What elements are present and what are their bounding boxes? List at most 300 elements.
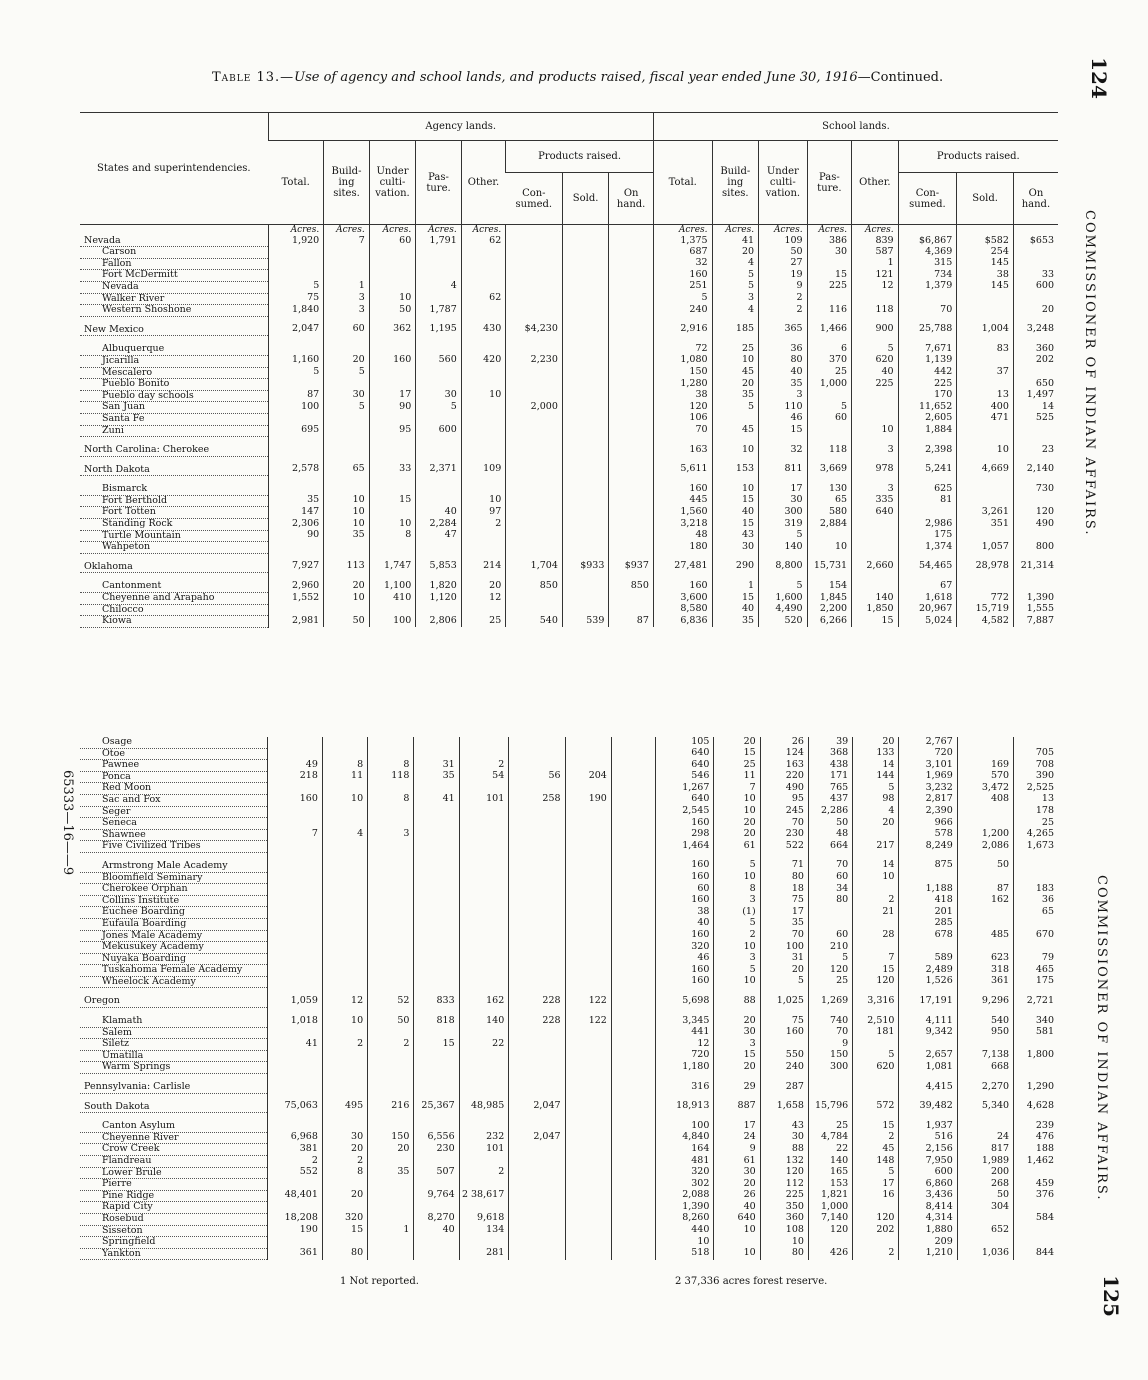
cell-value: 10 [712, 476, 759, 496]
cell-value [368, 1248, 414, 1260]
cell-value: 10 [461, 495, 506, 507]
cell-value [852, 390, 899, 402]
cell-value: 47 [416, 530, 462, 542]
cell-value: 72 [653, 336, 712, 356]
cell-value: 30 [712, 542, 759, 554]
cell-value: 150 [368, 1132, 414, 1144]
cell-value: 430 [461, 316, 506, 336]
cell-value: 18 [760, 884, 808, 896]
cell-value: 1,057 [957, 542, 1014, 554]
cell-value: 320 [656, 1167, 714, 1179]
row-label: Nevada [80, 236, 268, 247]
cell-value: 20,967 [898, 604, 957, 616]
cell-value: 49 [267, 760, 322, 772]
cell-value: 30 [714, 1167, 760, 1179]
table-row [80, 737, 1058, 748]
cell-value: 1,290 [1014, 1074, 1058, 1094]
cell-value [369, 604, 416, 616]
cell-value [268, 336, 324, 356]
cell-value [565, 852, 611, 872]
cell-value: 10 [369, 519, 416, 531]
cell-value: 15 [414, 1039, 459, 1051]
cell-value: 4,314 [899, 1213, 957, 1225]
cell-value [509, 976, 565, 988]
cell-value: 1,464 [656, 841, 714, 853]
cell-value: 298 [656, 829, 714, 841]
row-label: South Dakota [80, 1093, 267, 1113]
cell-value: 1,800 [1014, 1050, 1058, 1062]
cell-value [611, 976, 655, 988]
cell-value [611, 1156, 655, 1168]
cell-value: 900 [852, 316, 899, 336]
cell-value: 218 [267, 771, 322, 783]
cell-value [565, 748, 611, 760]
cell-value [509, 1202, 565, 1214]
cell-value [609, 593, 654, 605]
cell-value: 175 [1014, 976, 1058, 988]
cell-value: 20 [712, 379, 759, 391]
cell-value: 29 [714, 1074, 760, 1094]
cell-value [368, 1027, 414, 1039]
cell-value: 28 [853, 930, 899, 942]
cell-value [461, 367, 506, 379]
cell-value: 1,840 [268, 305, 324, 317]
cell-value: 1,100 [369, 573, 416, 593]
cell-value [509, 841, 565, 853]
table-row [80, 1050, 1058, 1062]
row-label: Pueblo day schools [80, 390, 268, 402]
header-agency-sold: Sold. [562, 173, 609, 225]
cell-value: 17 [760, 907, 808, 919]
cell-value [368, 1074, 414, 1094]
cell-value [369, 507, 416, 519]
cell-value: (1) [714, 907, 760, 919]
cell-value: 1 [368, 1225, 414, 1237]
table-row [80, 236, 1058, 247]
cell-value [459, 884, 509, 896]
cell-value: 80 [760, 1248, 808, 1260]
cell-value: 2,398 [898, 437, 957, 457]
cell-value: 10 [324, 519, 370, 531]
cell-value [562, 413, 609, 425]
cell-value: 39,482 [899, 1093, 957, 1113]
cell-value [368, 942, 414, 954]
row-label: Crow Creek [80, 1144, 267, 1156]
cell-value [852, 542, 899, 554]
cell-value [609, 604, 654, 616]
cell-value: 4 [712, 258, 759, 270]
cell-value: 7 [324, 236, 370, 247]
cell-value: 471 [957, 413, 1014, 425]
cell-value: 670 [1014, 930, 1058, 942]
cell-value [611, 1225, 655, 1237]
cell-value [565, 1027, 611, 1039]
cell-value [267, 930, 322, 942]
cell-value: 160 [656, 965, 714, 977]
cell-value [368, 953, 414, 965]
cell-value [506, 425, 563, 437]
cell-value [609, 425, 654, 437]
cell-value [565, 1132, 611, 1144]
cell-value: 18,208 [267, 1213, 322, 1225]
cell-value: 376 [1014, 1190, 1058, 1202]
cell-value [562, 476, 609, 496]
cell-value: 61 [714, 841, 760, 853]
table-row [80, 258, 1058, 270]
cell-value [459, 748, 509, 760]
cell-value: 319 [759, 519, 808, 531]
cell-value [322, 930, 367, 942]
cell-value [611, 930, 655, 942]
cell-value: 3,316 [853, 988, 899, 1008]
cell-value [369, 367, 416, 379]
cell-value [324, 425, 370, 437]
cell-value: 844 [1014, 1248, 1058, 1260]
cell-value [807, 293, 852, 305]
cell-value: 2 [853, 895, 899, 907]
cell-value: 1,497 [1013, 390, 1058, 402]
table-row [80, 402, 1058, 414]
cell-value: 11 [714, 771, 760, 783]
cell-value [267, 872, 322, 884]
cell-value [1013, 530, 1058, 542]
row-label: Pueblo Bonito [80, 379, 268, 391]
cell-value [957, 1113, 1013, 1133]
table-row [80, 895, 1058, 907]
cell-value [459, 1074, 509, 1094]
cell-value [808, 1074, 852, 1094]
cell-value: 54 [459, 771, 509, 783]
cell-value [368, 965, 414, 977]
cell-value: 4 [416, 281, 462, 293]
header-school-cultivation: Under culti-vation. [759, 141, 808, 225]
cell-value: 340 [1014, 1008, 1058, 1028]
cell-value: 4,840 [656, 1132, 714, 1144]
table-row [80, 542, 1058, 554]
cell-value [562, 236, 609, 247]
cell-value: 268 [957, 1179, 1013, 1191]
cell-value: 25 [807, 367, 852, 379]
cell-value: 25,788 [898, 316, 957, 336]
cell-value: 15 [712, 519, 759, 531]
cell-value [957, 872, 1013, 884]
cell-value: 214 [461, 553, 506, 573]
table-row [80, 1062, 1058, 1074]
cell-value: 50 [808, 818, 852, 830]
cell-value: 1,180 [656, 1062, 714, 1074]
cell-value: 50 [957, 852, 1013, 872]
cell-value: 1,160 [268, 355, 324, 367]
cell-value [414, 1074, 459, 1094]
cell-value: 7,950 [899, 1156, 957, 1168]
cell-value [509, 1225, 565, 1237]
cell-value [414, 829, 459, 841]
cell-value: 10 [369, 293, 416, 305]
unit-label: Acres. [712, 225, 759, 236]
cell-value: 133 [853, 748, 899, 760]
cell-value: 302 [656, 1179, 714, 1191]
cell-value [322, 953, 367, 965]
cell-value: 5,024 [898, 616, 957, 628]
table-row [80, 965, 1058, 977]
cell-value [611, 1144, 655, 1156]
unit-label: Acres. [807, 225, 852, 236]
cell-value: 1,267 [656, 783, 714, 795]
cell-value: 32 [759, 437, 808, 457]
cell-value [1014, 1167, 1058, 1179]
cell-value [506, 604, 563, 616]
cell-value [414, 895, 459, 907]
cell-value: 25 [808, 976, 852, 988]
cell-value: 440 [656, 1225, 714, 1237]
cell-value [611, 1237, 655, 1249]
cell-value [416, 476, 462, 496]
cell-value [506, 367, 563, 379]
cell-value: 165 [808, 1167, 852, 1179]
cell-value: 1,280 [653, 379, 712, 391]
cell-value: 625 [898, 476, 957, 496]
cell-value: 2,047 [509, 1093, 565, 1113]
cell-value [509, 818, 565, 830]
row-label: Santa Fe [80, 413, 268, 425]
cell-value [368, 1237, 414, 1249]
cell-value [565, 737, 611, 748]
cell-value [414, 1237, 459, 1249]
cell-value: 20 [368, 1144, 414, 1156]
cell-value: 140 [808, 1156, 852, 1168]
cell-value: 33 [1013, 270, 1058, 282]
cell-value: 40 [852, 367, 899, 379]
cell-value: 15 [714, 1050, 760, 1062]
cell-value: 10 [852, 425, 899, 437]
table-row [80, 604, 1058, 616]
cell-value [957, 425, 1014, 437]
cell-value: 15 [322, 1225, 367, 1237]
side-running-head-top: COMMISSIONER OF INDIAN AFFAIRS. [1082, 210, 1097, 537]
cell-value: 20 [714, 1179, 760, 1191]
cell-value: 361 [957, 976, 1013, 988]
cell-value [509, 748, 565, 760]
cell-value: 209 [899, 1237, 957, 1249]
header-agency-building: Build-ing sites. [324, 141, 370, 225]
cell-value [324, 258, 370, 270]
cell-value: 216 [368, 1093, 414, 1113]
row-label: New Mexico [80, 316, 268, 336]
cell-value [322, 806, 367, 818]
cell-value: 70 [808, 1027, 852, 1039]
cell-value: 1,600 [759, 593, 808, 605]
cell-value [611, 1039, 655, 1051]
cell-value: 54,465 [898, 553, 957, 573]
row-label: Western Shoshone [80, 305, 268, 317]
row-label: Zuni [80, 425, 268, 437]
cell-value: 3,248 [1013, 316, 1058, 336]
cell-value: 60 [369, 236, 416, 247]
cell-value: 19 [759, 270, 808, 282]
cell-value: 7 [853, 953, 899, 965]
cell-value: 11,652 [898, 402, 957, 414]
cell-value [509, 942, 565, 954]
cell-value [369, 542, 416, 554]
cell-value: 2 [759, 305, 808, 317]
cell-value: 4 [712, 305, 759, 317]
table-row [80, 573, 1058, 593]
cell-value: 38 [656, 907, 714, 919]
cell-value: 584 [1014, 1213, 1058, 1225]
cell-value: 15 [853, 1113, 899, 1133]
cell-value: 3,232 [899, 783, 957, 795]
cell-value [609, 402, 654, 414]
cell-value: 122 [565, 1008, 611, 1028]
cell-value: 6,266 [807, 616, 852, 628]
cell-value: 4,669 [957, 456, 1014, 476]
cell-value [459, 829, 509, 841]
table-row [80, 413, 1058, 425]
cell-value: 290 [712, 553, 759, 573]
cell-value: 10 [714, 794, 760, 806]
cell-value: 17 [853, 1179, 899, 1191]
cell-value [461, 530, 506, 542]
cell-value: 8 [322, 1167, 367, 1179]
cell-value: 2,657 [899, 1050, 957, 1062]
table-row [80, 852, 1058, 872]
table-row [80, 907, 1058, 919]
cell-value: 97 [461, 507, 506, 519]
cell-value: 65 [1014, 907, 1058, 919]
cell-value: 3,436 [899, 1190, 957, 1202]
cell-value: 7,140 [808, 1213, 852, 1225]
cell-value [565, 1225, 611, 1237]
table-row [80, 293, 1058, 305]
row-label: Fort Totten [80, 507, 268, 519]
cell-value: 30 [760, 1132, 808, 1144]
cell-value: 15 [807, 270, 852, 282]
cell-value: 5 [808, 953, 852, 965]
cell-value: 80 [322, 1248, 367, 1260]
cell-value: 1,375 [653, 236, 712, 247]
row-label: Standing Rock [80, 519, 268, 531]
row-label: Flandreau [80, 1156, 267, 1168]
cell-value: 61 [714, 1156, 760, 1168]
cell-value: 687 [653, 247, 712, 259]
cell-value: 3 [852, 437, 899, 457]
cell-value [565, 1248, 611, 1260]
cell-value [368, 872, 414, 884]
cell-value: 178 [1014, 806, 1058, 818]
cell-value: 88 [760, 1144, 808, 1156]
cell-value: 600 [899, 1167, 957, 1179]
table-row [80, 1190, 1058, 1202]
cell-value: 162 [459, 988, 509, 1008]
cell-value: 4,582 [957, 616, 1014, 628]
table-row [80, 872, 1058, 884]
header-school-building: Build-ing sites. [712, 141, 759, 225]
cell-value: 281 [459, 1248, 509, 1260]
cell-value: 40 [714, 1202, 760, 1214]
cell-value [459, 852, 509, 872]
table-row [80, 270, 1058, 282]
cell-value: 41 [267, 1039, 322, 1051]
row-label: Yankton [80, 1248, 267, 1260]
row-label: Salem [80, 1027, 267, 1039]
cell-value: 2,960 [268, 573, 324, 593]
cell-value: 160 [656, 852, 714, 872]
cell-value: 67 [898, 573, 957, 593]
cell-value: 1,821 [808, 1190, 852, 1202]
cell-value: 30 [714, 1027, 760, 1039]
cell-value [609, 336, 654, 356]
cell-value [509, 1213, 565, 1225]
cell-value: 20 [324, 573, 370, 593]
cell-value: 105 [656, 737, 714, 748]
cell-value: 1,880 [899, 1225, 957, 1237]
cell-value: 2,721 [1014, 988, 1058, 1008]
cell-value: 1,188 [899, 884, 957, 896]
cell-value [565, 1179, 611, 1191]
cell-value: 1,845 [807, 593, 852, 605]
cell-value: 13 [1014, 794, 1058, 806]
cell-value: 2 [368, 1039, 414, 1051]
cell-value [562, 604, 609, 616]
cell-value: 1,059 [267, 988, 322, 1008]
cell-value: 7,671 [898, 336, 957, 356]
cell-value [509, 1248, 565, 1260]
table-title [212, 70, 943, 85]
cell-value [1013, 573, 1058, 593]
cell-value: 481 [656, 1156, 714, 1168]
cell-value: 2,086 [957, 841, 1013, 853]
row-label: Sisseton [80, 1225, 267, 1237]
cell-value: 24 [957, 1132, 1013, 1144]
cell-value: 171 [808, 771, 852, 783]
table-row [80, 1074, 1058, 1094]
cell-value [461, 542, 506, 554]
cell-value: 17 [759, 476, 808, 496]
table-row [80, 771, 1058, 783]
cell-value [509, 1144, 565, 1156]
cell-value: 839 [852, 236, 899, 247]
cell-value: 120 [760, 1167, 808, 1179]
cell-value [414, 748, 459, 760]
cell-value: 65 [324, 456, 370, 476]
cell-value [562, 247, 609, 259]
cell-value: 7 [714, 783, 760, 795]
table-row [80, 760, 1058, 772]
row-label: Cheyenne River [80, 1132, 267, 1144]
cell-value: 116 [807, 305, 852, 317]
row-label: Siletz [80, 1039, 267, 1051]
table-row [80, 1027, 1058, 1039]
cell-value: 2 [459, 1167, 509, 1179]
cell-value: 315 [898, 258, 957, 270]
cell-value [562, 390, 609, 402]
cell-value [506, 379, 563, 391]
cell-value: 1 [324, 281, 370, 293]
cell-value: 109 [461, 456, 506, 476]
cell-value [565, 818, 611, 830]
cell-value: 20 [714, 818, 760, 830]
cell-value [322, 748, 367, 760]
cell-value [368, 1062, 414, 1074]
cell-value: 60 [808, 872, 852, 884]
cell-value: 25 [714, 760, 760, 772]
table-row [80, 794, 1058, 806]
cell-value [562, 542, 609, 554]
cell-value [611, 872, 655, 884]
cell-value [611, 737, 655, 748]
cell-value: $937 [609, 553, 654, 573]
row-label: Turtle Mountain [80, 530, 268, 542]
